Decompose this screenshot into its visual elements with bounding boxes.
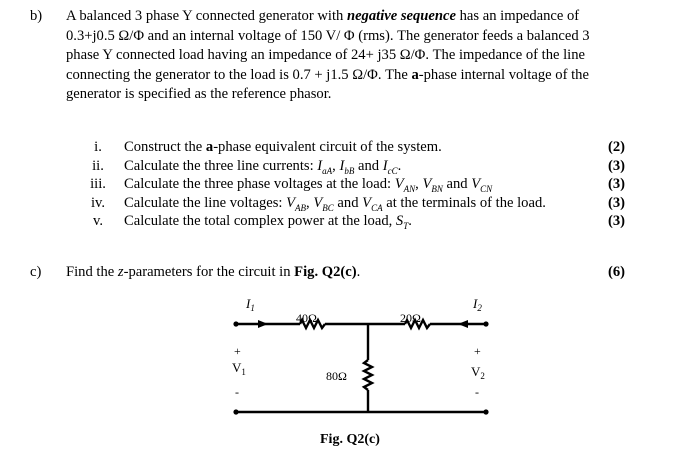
figure-caption: Fig. Q2(c) [320,432,380,447]
part-c-text: Find the z-parameters for the circuit in Fig. Q2(c). [66,264,361,280]
resistor-80-label: 80Ω [326,369,347,383]
part-b-label: b) [30,8,43,24]
item-text: Calculate the line voltages: $V_{AB}$, $V_{BC}$ and $V_{CA}$ at the terminals of the load. [124,194,546,213]
item-marks: (2) [608,139,626,155]
part-c-label: c) [30,264,42,280]
item-text: Calculate the total complex power at the load, $S_T$. [124,213,412,231]
v1-plus: + [234,344,241,358]
item-number: v. [93,213,103,229]
part-b-line-2: 0.3+j0.5 Ω/Φ and an internal voltage of 150 V/ Φ (rms). The generator feeds a balanced 3 [66,27,590,44]
part-c-marks: (6) [608,264,626,280]
item-text: Construct the a-phase equivalent circuit of the system. [124,139,442,155]
part-b-line-1: A balanced 3 phase Y connected generator with negative sequence has an impedance of [66,8,580,24]
item-text: Calculate the three line currents: $I_{aA}$, $I_{bB}$ and $I_{cC}$. [124,157,402,176]
item-number: i. [94,139,102,155]
resistor-40-label: 40Ω [296,311,317,325]
item-number: iv. [90,194,106,211]
item-number: iii. [90,176,106,192]
v1-label: $V_1$ [232,360,246,377]
item-marks: (3) [608,176,626,192]
part-b-line-3: phase Y connected load having an impedance of 24+ j35 Ω/Φ. The impedance of the line [66,47,585,64]
v2-label: $V_2$ [471,364,485,381]
item-marks: (3) [608,213,626,229]
current-i1-label: $I_1$ [246,296,255,313]
part-b-line-5: generator is specified as the reference phasor. [66,86,332,103]
resistor-20-label: 20Ω [400,311,421,325]
item-marks: (3) [608,157,626,174]
v2-minus: - [475,385,479,399]
item-marks: (3) [608,194,626,211]
item-number: ii. [92,157,104,174]
item-text: Calculate the three phase voltages at the load: $V_{AN}$, $V_{BN}$ and $V_{CN}$ [124,176,493,194]
v2-plus: + [474,344,481,358]
part-b-line-4: connecting the generator to the load is 0.7 + j1.5 Ω/Φ. The a-phase internal voltage of the [66,66,589,83]
v1-minus: - [235,385,239,399]
current-i2-label: $I_2$ [473,296,482,313]
